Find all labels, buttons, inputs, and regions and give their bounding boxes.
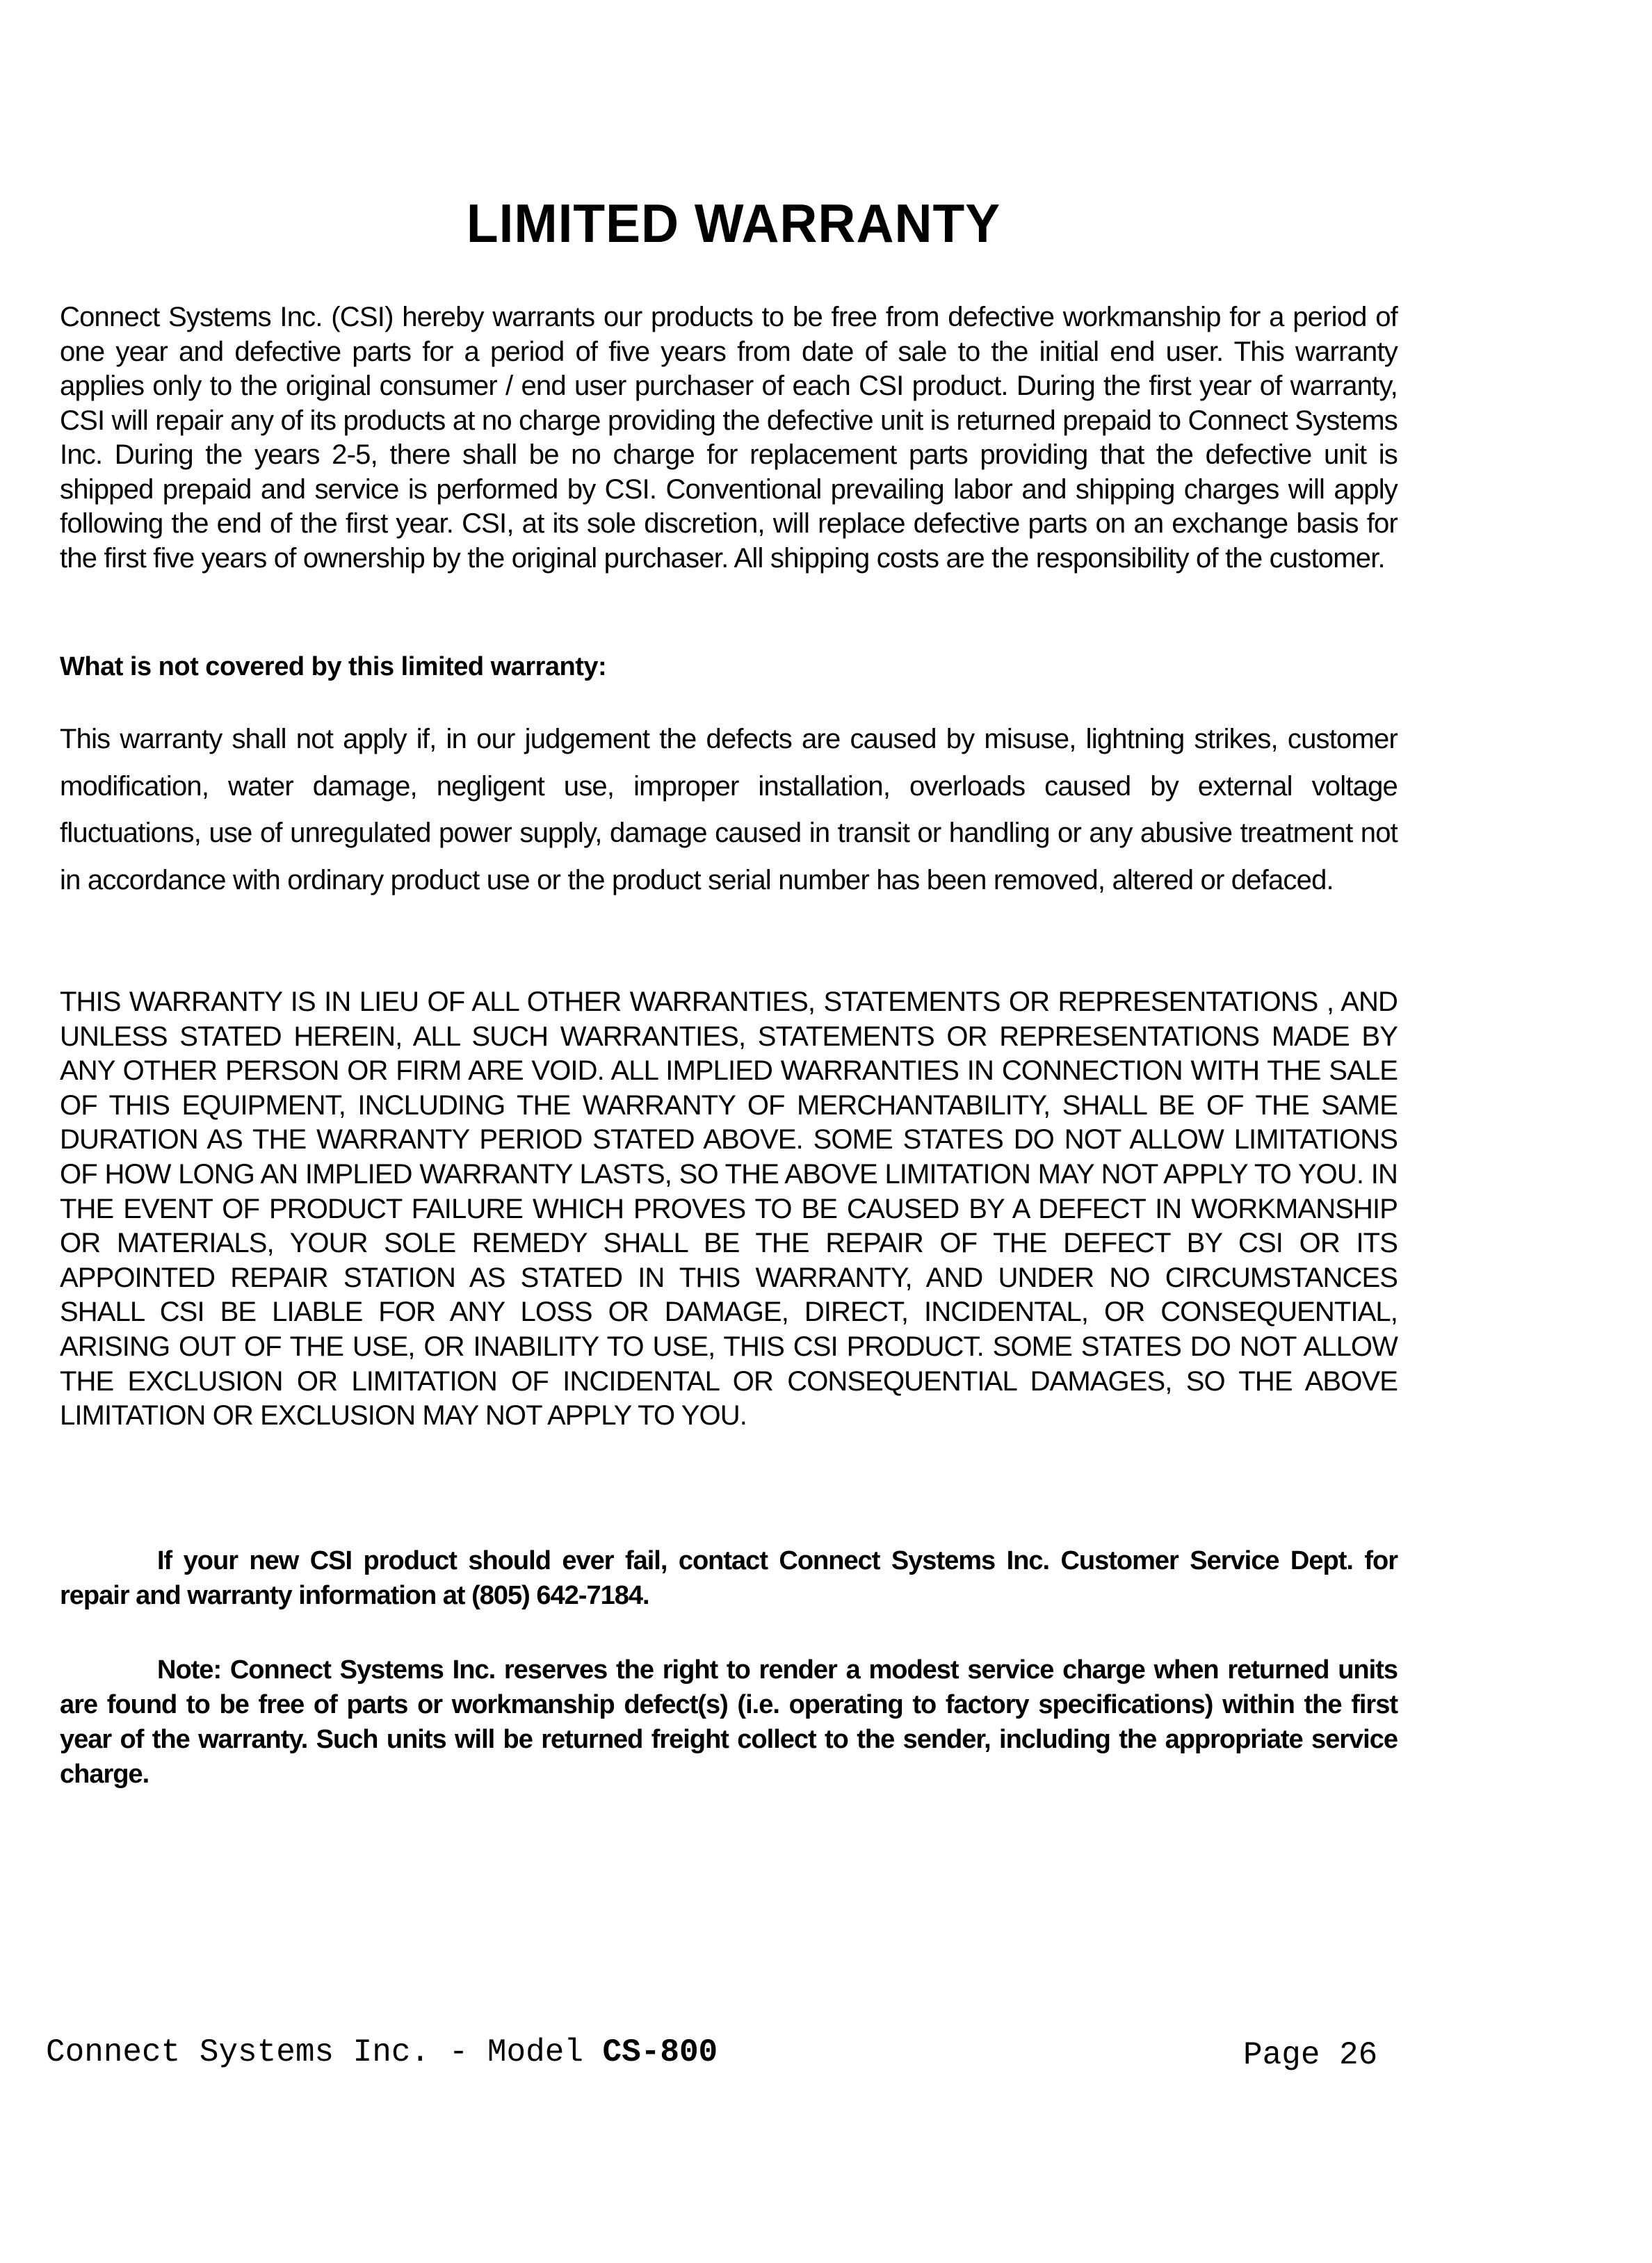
contact-paragraph: If your new CSI product should ever fail, contact Connect Systems Inc. Customer Service Dept. for repair and warranty information at (805) 642-7184. [60, 1546, 1398, 1610]
footer-company [46, 2034, 718, 2070]
exclusions-heading: What is not covered by this limited warranty: [60, 652, 607, 681]
footer-company-text: Connect Systems Inc. - Model [46, 2034, 603, 2070]
warranty-intro-paragraph: Connect Systems Inc. (CSI) hereby warrants our products to be free from defective workmanship for a period of one year and defective parts for a period of five years from date of sale to the initial end user. This warranty applies only to the original consumer / end user purchaser of each CSI product. During the first year of warranty, CSI will repair any of its products at no charge providing the defective unit is returned prepaid to Connect Systems Inc. During the years 2-5, there shall be no charge for replacement parts providing that the defective unit is shipped prepaid and service is performed by CSI. Conventional prevailing labor and shipping charges will apply following the end of the first year. CSI, at its sole discretion, will replace defective parts on an exchange basis for the first five years of ownership by the original purchaser. All shipping costs are the responsibility of the customer. [60, 302, 1398, 574]
page-number: Page 26 [1243, 2037, 1378, 2073]
disclaimer-paragraph: THIS WARRANTY IS IN LIEU OF ALL OTHER WARRANTIES, STATEMENTS OR REPRESENTATIONS , AND UNLESS STATED HEREIN, ALL SUCH WARRANTIES, STATEMENTS OR REPRESENTATIONS MADE BY ANY OTHER PERSON OR FIRM ARE VOID. ALL IMPLIED WARRANTIES IN CONNECTION WITH THE SALE OF THIS EQUIPMENT, INCLUDING THE WARRANTY OF MERCHANTABILITY, SHALL BE OF THE SAME DURATION AS THE WARRANTY PERIOD STATED ABOVE. SOME STATES DO NOT ALLOW LIMITATIONS OF HOW LONG AN IMPLIED WARRANTY LASTS, SO THE ABOVE LIMITATION MAY NOT APPLY TO YOU. IN THE EVENT OF PRODUCT FAILURE WHICH PROVES TO BE CAUSED BY A DEFECT IN WORKMANSHIP OR MATERIALS, YOUR SOLE REMEDY SHALL BE THE REPAIR OF THE DEFECT BY CSI OR ITS APPOINTED REPAIR STATION AS STATED IN THIS WARRANTY, AND UNDER NO CIRCUMSTANCES SHALL CSI BE LIABLE FOR ANY LOSS OR DAMAGE, DIRECT, INCIDENTAL, OR CONSEQUENTIAL, ARISING OUT OF THE USE, OR INABILITY TO USE, THIS CSI PRODUCT. SOME STATES DO NOT ALLOW THE EXCLUSION OR LIMITATION OF INCIDENTAL OR CONSEQUENTIAL DAMAGES, SO THE ABOVE LIMITATION OR EXCLUSION MAY NOT APPLY TO YOU. [60, 987, 1398, 1431]
page-title: LIMITED WARRANTY [466, 193, 1001, 254]
service-charge-note: Note: Connect Systems Inc. reserves the right to render a modest service charge when returned units are found to be free of parts or workmanship defect(s) (i.e. operating to factory specifications) within the first year of the warranty. Such units will be returned freight collect to the sender, including the appropriate service charge. [60, 1655, 1398, 1789]
exclusions-paragraph: This warranty shall not apply if, in our judgement the defects are caused by misuse, lightning strikes, customer modification, water damage, negligent use, improper installation, overloads caused by external voltage fluctuations, use of unregulated power supply, damage caused in transit or handling or any abusive treatment not in accordance with ordinary product use or the product serial number has been removed, altered or defaced. [60, 724, 1398, 895]
footer-model: CS-800 [602, 2034, 718, 2070]
